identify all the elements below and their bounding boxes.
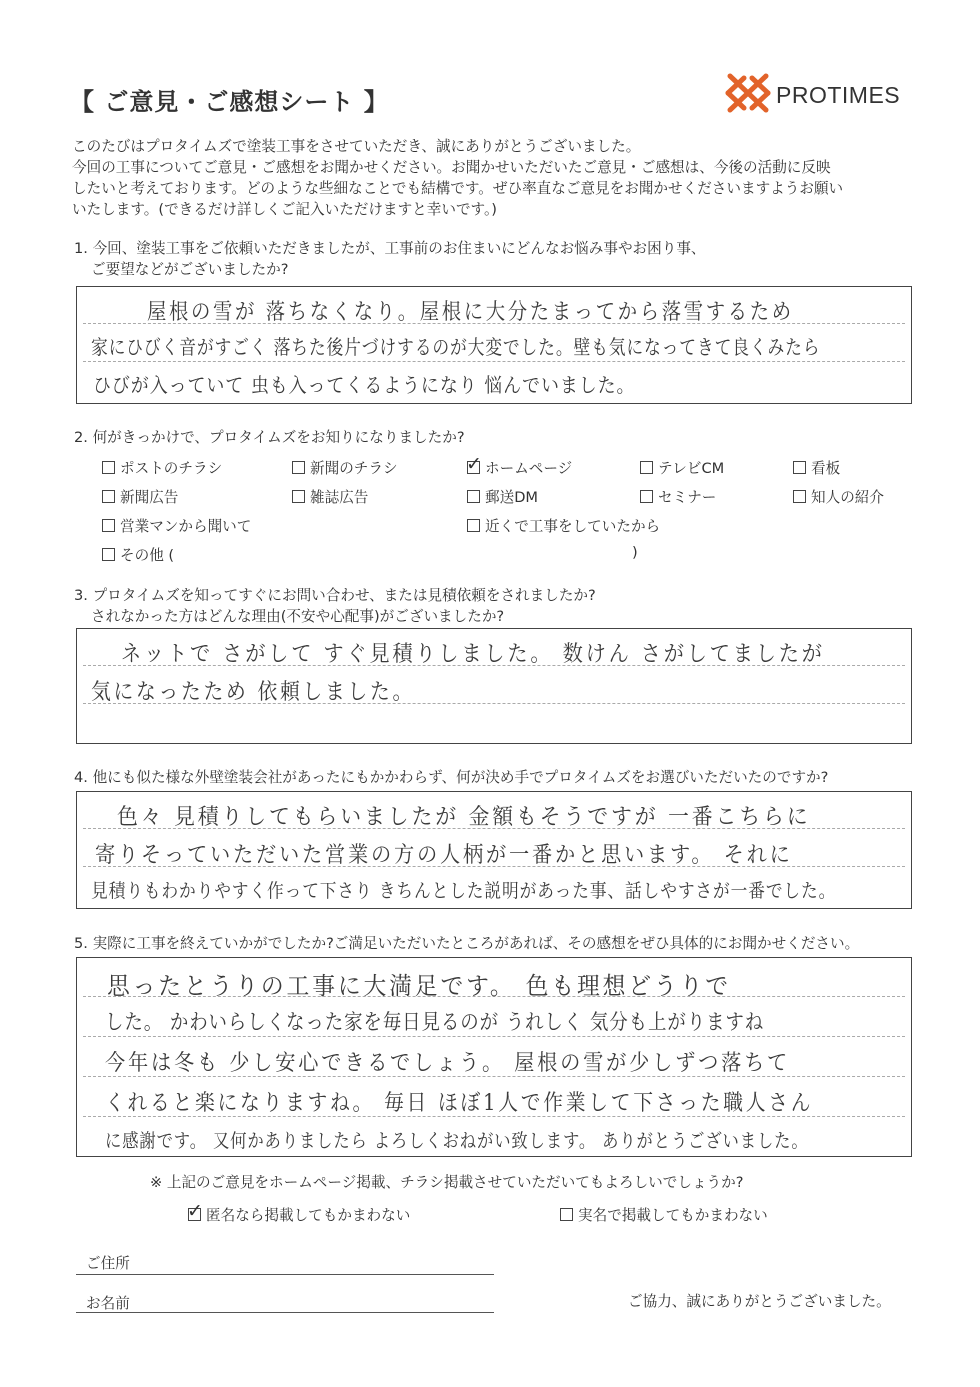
protimes-logo [724,70,914,118]
checkbox[interactable] [292,490,305,503]
name-field[interactable] [76,1312,494,1313]
checkbox[interactable] [640,461,653,474]
checkbox[interactable] [793,490,806,503]
question-2: 2. 何がきっかけで、プロタイムズをお知りになりましたか? [74,429,465,446]
question-5: 5. 実際に工事を終えていかがでしたか?ご満足いただいたところがあれば、その感想をぜひ具体的にお聞かせください。 [74,935,860,952]
intro-text [72,136,922,220]
checkbox-checked[interactable] [187,1200,203,1222]
question-3-line: 3. プロタイムズを知ってすぐにお問い合わせ、または見積依頼をされましたか? [74,587,596,604]
answer-5-box[interactable] [76,957,912,1157]
question-1-line: ご要望などがございましたか? [91,261,289,278]
checkbox[interactable] [102,548,115,561]
option-anonymous[interactable]: ✓ 匿名なら掲載してもかまわない [187,1200,411,1224]
checkbox[interactable] [793,461,806,474]
check-mark-icon: ✓ [187,1200,203,1222]
option-newspaper-flyer[interactable]: 新聞のチラシ [292,457,398,478]
option-nearby-work[interactable]: 近くで工事をしていたから [467,515,660,536]
checkbox[interactable] [467,490,480,503]
option-newspaper-ad[interactable]: 新聞広告 [102,486,178,507]
publish-question: ※ 上記のご意見をホームページ掲載、チラシ掲載させていただいてもよろしいでしょうか? [150,1174,744,1191]
checkbox[interactable] [102,490,115,503]
checkbox[interactable] [467,519,480,532]
question-1-line: 1. 今回、塗装工事をご依頼いただきましたが、工事前のお住まいにどんなお悩み事やお困り事、 [74,240,706,257]
check-mark-icon: ✓ [466,453,482,475]
answer-1-line: 家にひびく音がすごく 落ちた後片づけするのが大変でした。壁も気になってきて良くみたら [91,335,821,359]
question-3 [74,585,596,627]
intro-line: いたします。(できるだけ詳しくご記入いただけますと幸いです。) [72,201,497,218]
option-magazine-ad[interactable]: 雑誌広告 [292,486,368,507]
option-post-flyer[interactable]: ポストのチラシ [102,457,222,478]
checkbox[interactable] [640,490,653,503]
option-direct-mail[interactable]: 郵送DM [467,486,538,507]
answer-5-line: 今年は冬も 少し安心できるでしょう。 屋根の雪が少しずつ落ちて [105,1051,790,1076]
footer-thanks: ご協力、誠にありがとうございました。 [628,1293,891,1310]
answer-5-line: 思ったとうりの工事に大満足です。 色も理想どうりで [107,972,731,1000]
intro-line: したいと考えております。どのような些細なことでも結構です。ぜひ率直なご意見をお聞かせくださいますようお願い [72,180,844,197]
option-referral[interactable]: 知人の紹介 [793,486,884,507]
intro-line: 今回の工事についてご意見・ご感想をお聞かせください。お聞かせいただいたご意見・ご感想は、今後の活動に反映 [72,159,831,176]
question-3-line: されなかった方はどんな理由(不安や心配事)がございましたか? [91,608,505,625]
answer-5-line: に感謝です。 又何かありましたら よろしくおねがい致します。 ありがとうございました。 [105,1130,809,1152]
answer-5-line: した。 かわいらしくなった家を毎日見るのが うれしく 気分も上がりますね [105,1010,765,1034]
answer-4-box[interactable] [76,791,912,909]
question-1 [74,238,706,280]
option-real-name[interactable]: 実名で掲載してもかまわない [560,1204,768,1225]
option-tv-cm[interactable]: テレビCM [640,457,724,478]
checkbox-checked[interactable] [466,453,482,475]
answer-1-line: ひびが入っていて 虫も入ってくるようになり 悩んでいました。 [93,373,636,397]
answer-4-line: 色々 見積りしてもらいましたが 金額もそうですが 一番こちらに [117,805,811,830]
brand-name: PROTIMES [776,82,901,108]
checkbox[interactable] [560,1208,573,1221]
question-4: 4. 他にも似た様な外壁塗装会社があったにもかかわらず、何が決め手でプロタイムズをお選びいただいたのですか? [74,769,829,786]
option-seminar[interactable]: セミナー [640,486,716,507]
name-label: お名前 [86,1295,130,1312]
option-signboard[interactable]: 看板 [793,457,840,478]
option-other-close: ) [632,544,638,561]
answer-3-line: 気になったため 依頼しました。 [91,680,415,705]
checkbox[interactable] [292,461,305,474]
answer-4-line: 見積りもわかりやすく作って下さり きちんとした説明があった事、話しやすさが一番でした。 [91,880,837,902]
answer-3-box[interactable] [76,628,912,744]
answer-1-box[interactable] [76,286,912,404]
option-homepage[interactable]: ✓ ホームページ [466,453,573,477]
checkbox[interactable] [102,461,115,474]
logo-mark-icon [724,70,772,116]
sheet-title: 【 ご意見・ご感想シート 】 [70,88,389,116]
address-field[interactable] [76,1274,494,1275]
option-other[interactable]: その他 ( [102,544,174,565]
checkbox[interactable] [102,519,115,532]
intro-line: このたびはプロタイムズで塗装工事をさせていただき、誠にありがとうございました。 [72,138,641,155]
address-label: ご住所 [86,1255,130,1272]
answer-4-line: 寄りそっていただいた営業の方の人柄が一番かと思います。 それに [95,843,793,868]
answer-3-line: ネットで さがして すぐ見積りしました。 数けん さがしてましたが [121,642,825,667]
answer-1-line: 屋根の雪が 落ちなくなり。屋根に大分たまってから落雪するため [147,300,794,325]
answer-5-line: くれると楽になりますね。 毎日 ほぼ1人で作業して下さった職人さん [105,1091,814,1116]
option-sales-rep[interactable]: 営業マンから聞いて [102,515,251,536]
